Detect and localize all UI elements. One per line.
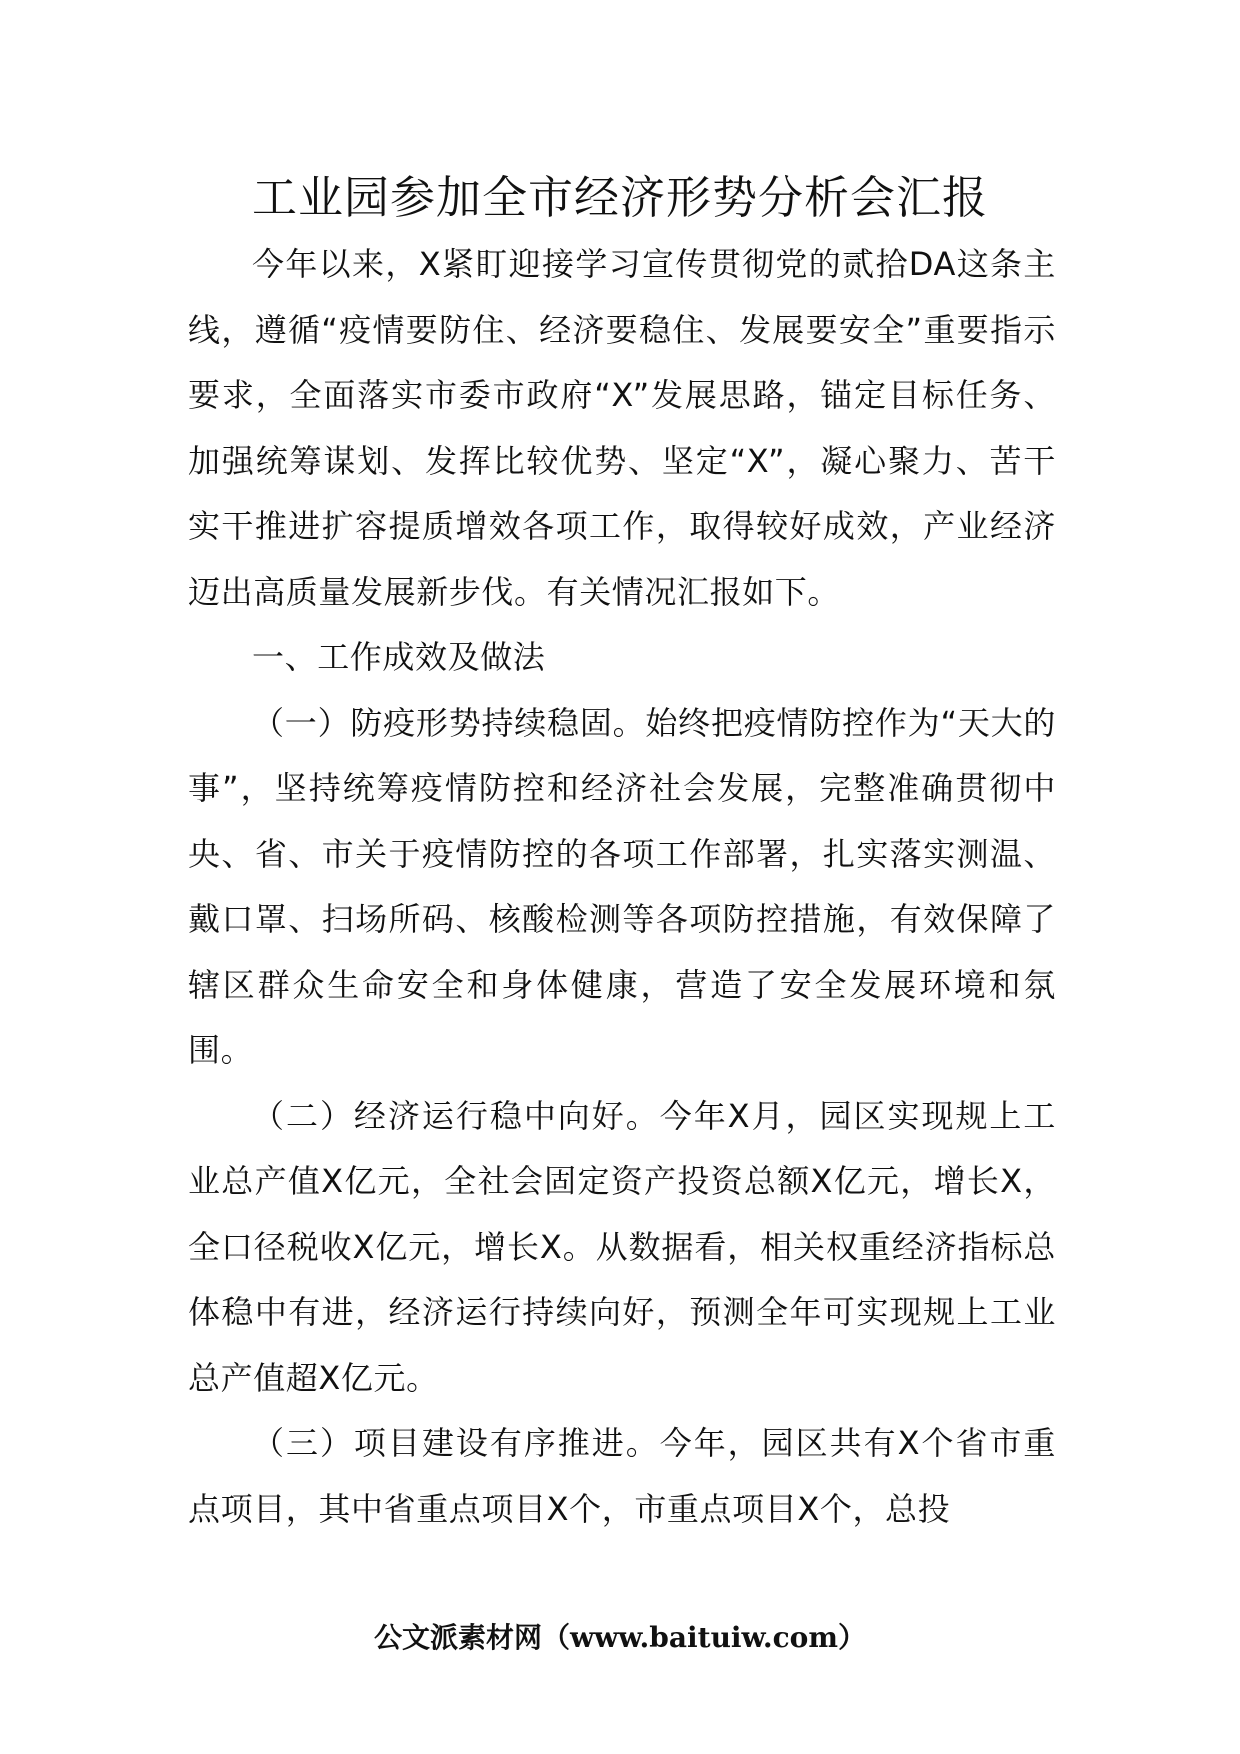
footer-watermark: 公文派素材网（www.baituiw.com） [374, 1621, 866, 1654]
section-heading: 一、工作成效及做法 [252, 638, 546, 676]
paragraph-item-2: （二）经济运行稳中向好。今年X月，园区实现规上工业总产值X亿元，全社会固定资产投资总额X亿元，增长X，全口径税收X亿元，增长X。从数据看，相关权重经济指标总体稳中有进，经济运行持续向好，预测全年可实现规上工业总产值超X亿元。 [188, 1096, 1056, 1397]
document-body [188, 232, 1056, 1542]
document-title: 工业园参加全市经济形势分析会汇报 [251, 171, 988, 224]
paragraph-item-3: （三）项目建设有序推进。今年，园区共有X个省市重点项目，其中省重点项目X个，市重点项目X个，总投 [188, 1424, 1056, 1528]
intro-paragraph: 今年以来，X紧盯迎接学习宣传贯彻党的贰拾DA这条主线，遵循“疫情要防住、经济要稳住、发展要安全”重要指示要求，全面落实市委市政府“X”发展思路，锚定目标任务、加强统筹谋划、发挥比较优势、坚定“X”，凝心聚力、苦干实干推进扩容提质增效各项工作，取得较好成效，产业经济迈出高质量发展新步伐。有关情况汇报如下。 [188, 245, 1056, 611]
paragraph-item-1: （一）防疫形势持续稳固。始终把疫情防控作为“天大的事”，坚持统筹疫情防控和经济社会发展，完整准确贯彻中央、省、市关于疫情防控的各项工作部署，扎实落实测温、戴口罩、扫场所码、核酸检测等各项防控措施，有效保障了辖区群众生命安全和身体健康，营造了安全发展环境和氛围。 [188, 703, 1056, 1069]
